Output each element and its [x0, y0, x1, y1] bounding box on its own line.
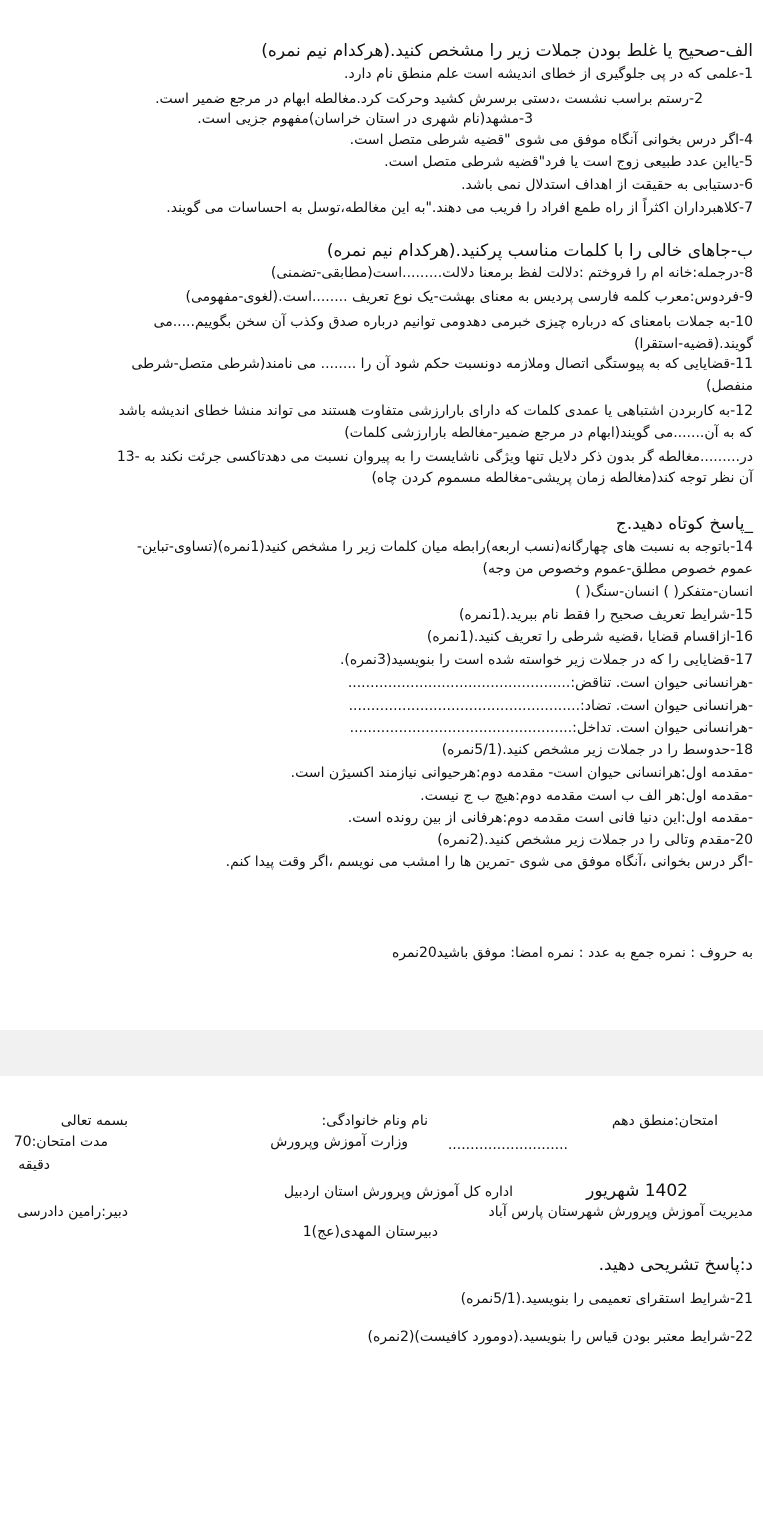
exam-subject-dots: ...........................: [447, 1137, 568, 1153]
section-a-heading: الف-صحیح یا غلط بودن جملات زیر را مشخص کنید.(هرکدام نیم نمره): [261, 41, 753, 61]
ministry: وزارت آموزش وپرورش: [270, 1134, 408, 1150]
section-a-item: 6-دستیابی به حقیقت از اهداف استدلال نمی باشد.: [461, 177, 753, 193]
exam-duration: مدت امتحان:70: [13, 1134, 108, 1150]
exam-date: 1402 شهریور: [586, 1181, 688, 1201]
section-b-line: گویند.(قضیه-استقرا): [634, 336, 753, 352]
section-c-line: -مقدمه اول:این دنیا فانی است مقدمه دوم:هرفانی از بین رونده است.: [347, 810, 753, 826]
section-c-line: 16-ازاقسام قضایا ،قضیه شرطی را تعریف کنید.(1نمره): [426, 629, 753, 645]
section-b-line: آن نظر توجه کند(مغالطه زمان پریشی-مغالطه مسموم کردن چاه): [371, 470, 753, 486]
score-line: به حروف : نمره جمع به عدد : نمره امضا: موفق باشید20نمره: [391, 945, 753, 961]
section-c-line: انسان-متفکر( ) انسان-سنگ( ): [575, 584, 753, 600]
page-gap: [0, 1030, 763, 1076]
section-b-line: در.........مغالطه گر بدون ذکر دلایل تنها ویژگی ناشایست را به پیروان نسبت می دهدتاکسی جرئت نکند به -13: [116, 449, 753, 465]
section-a-item: 7-کلاهبرداران اکثراً از راه طمع افراد را فریب می دهند."به این مغالطه،توسل به احساسات می گویند.: [166, 200, 753, 216]
section-c-line: 18-حدوسط را در جملات زیر مشخص کنید.(5/1نمره): [441, 742, 753, 758]
section-d-item: 21-شرایط استقرای تعمیمی را بنویسید.(5/1نمره): [460, 1291, 753, 1307]
bismillah: بسمه تعالی: [60, 1113, 128, 1129]
section-c-line: -هرانسانی حیوان است. تضاد:....................................................: [348, 698, 753, 714]
section-b-heading: ب-جاهای خالی را با کلمات مناسب پرکنید.(هرکدام نیم نمره): [326, 241, 753, 261]
exam-subject: امتحان:منطق دهم: [611, 1113, 718, 1129]
section-a-item: 5-یااین عدد طبیعی زوج است یا فرد"قضیه شرطی متصل است.: [384, 154, 753, 170]
section-a-item: 2-رستم براسب نشست ،دستی برسرش کشید وحرکت کرد.مغالطه ابهام در مرجع ضمیر است.: [155, 91, 703, 107]
section-c-line: عموم خصوص مطلق-عموم وخصوص من وجه): [482, 561, 753, 577]
school-name: دبیرستان المهدی(عج)1: [302, 1224, 438, 1240]
section-b-line: که به آن.......می گویند(ابهام در مرجع ضمیر-مغالطه بارارزشی کلمات): [344, 425, 753, 441]
section-c-line: -اگر درس بخوانی ،آنگاه موفق می شوی -تمرین ها را امشب می نویسم ،اگر وقت پیدا کنم.: [225, 854, 753, 870]
section-b-line: منفصل): [705, 378, 753, 394]
section-d-item: 22-شرایط معتبر بودن قیاس را بنویسید.(دومورد کافیست)(2نمره): [367, 1329, 753, 1345]
section-b-line: 8-درجمله:خانه ام را فروختم :دلالت لفظ برمعنا دلالت.........است(مطابقی-تضمنی): [270, 265, 753, 281]
section-a-item: 1-علمی که در پی جلوگیری از خطای اندیشه است علم منطق نام دارد.: [344, 66, 753, 82]
section-c-line: 17-قضایایی را که در جملات زیر خواسته شده است را بنویسید(3نمره).: [339, 652, 753, 668]
section-a-item: 4-اگر درس بخوانی آنگاه موفق می شوی "قضیه شرطی متصل است.: [349, 132, 753, 148]
section-b-line: 11-قضایایی که به پیوستگی اتصال وملازمه دونسبت حکم شود آن را ........ می نامند(شرطی متصل-شرطی: [131, 356, 753, 372]
province-office: اداره کل آموزش وپرورش استان اردبیل: [283, 1184, 513, 1200]
section-d-heading: د:پاسخ تشریحی دهید.: [598, 1255, 753, 1275]
section-c-line: 15-شرایط تعریف صحیح را فقط نام ببرید.(1نمره): [458, 607, 753, 623]
section-b-line: 10-به جملات بامعنای که درباره چیزی خبرمی دهدومی توانیم درباره صدق وکذب آن سخن بگوییم.....می: [153, 314, 753, 330]
section-b-line: 9-فردوس:معرب کلمه فارسی پردیس به معنای بهشت-یک نوع تعریف ........است.(لغوی-مفهومی): [185, 289, 753, 305]
exam-duration-unit: دقیقه: [18, 1157, 50, 1173]
section-a-item: 3-مشهد(نام شهری در استان خراسان)مفهوم جزیی است.: [197, 111, 533, 127]
section-c-line: 14-باتوجه به نسبت های چهارگانه(نسب اربعه)رابطه میان کلمات زیر را مشخص کنید(1نمره)(تساوی-تباین-: [136, 539, 753, 555]
section-c-heading: _پاسخ کوتاه دهید.ج: [615, 514, 753, 534]
section-c-line: -مقدمه اول:هرانسانی حیوان است- مقدمه دوم:هرحیوانی نیازمند اکسیژن است.: [290, 765, 753, 781]
section-c-line: 20-مقدم وتالی را در جملات زیر مشخص کنید.(2نمره): [437, 832, 753, 848]
student-name-label: نام ونام خانوادگی:: [321, 1113, 428, 1129]
section-b-line: 12-به کاربردن اشتباهی یا عمدی کلمات که دارای بارارزشی متفاوت هستند می تواند منشا خطای اندیشه باشد: [118, 403, 753, 419]
section-c-line: -مقدمه اول:هر الف ب است مقدمه دوم:هیچ ب ج نیست.: [420, 788, 753, 804]
section-c-line: -هرانسانی حیوان است. تناقض:..................................................: [347, 675, 753, 691]
section-c-line: -هرانسانی حیوان است. تداخل:..................................................: [349, 720, 753, 736]
teacher-name: دبیر:رامین دادرسی: [17, 1204, 128, 1220]
county-office: مدیریت آموزش وپرورش شهرستان پارس آباد: [488, 1204, 753, 1220]
